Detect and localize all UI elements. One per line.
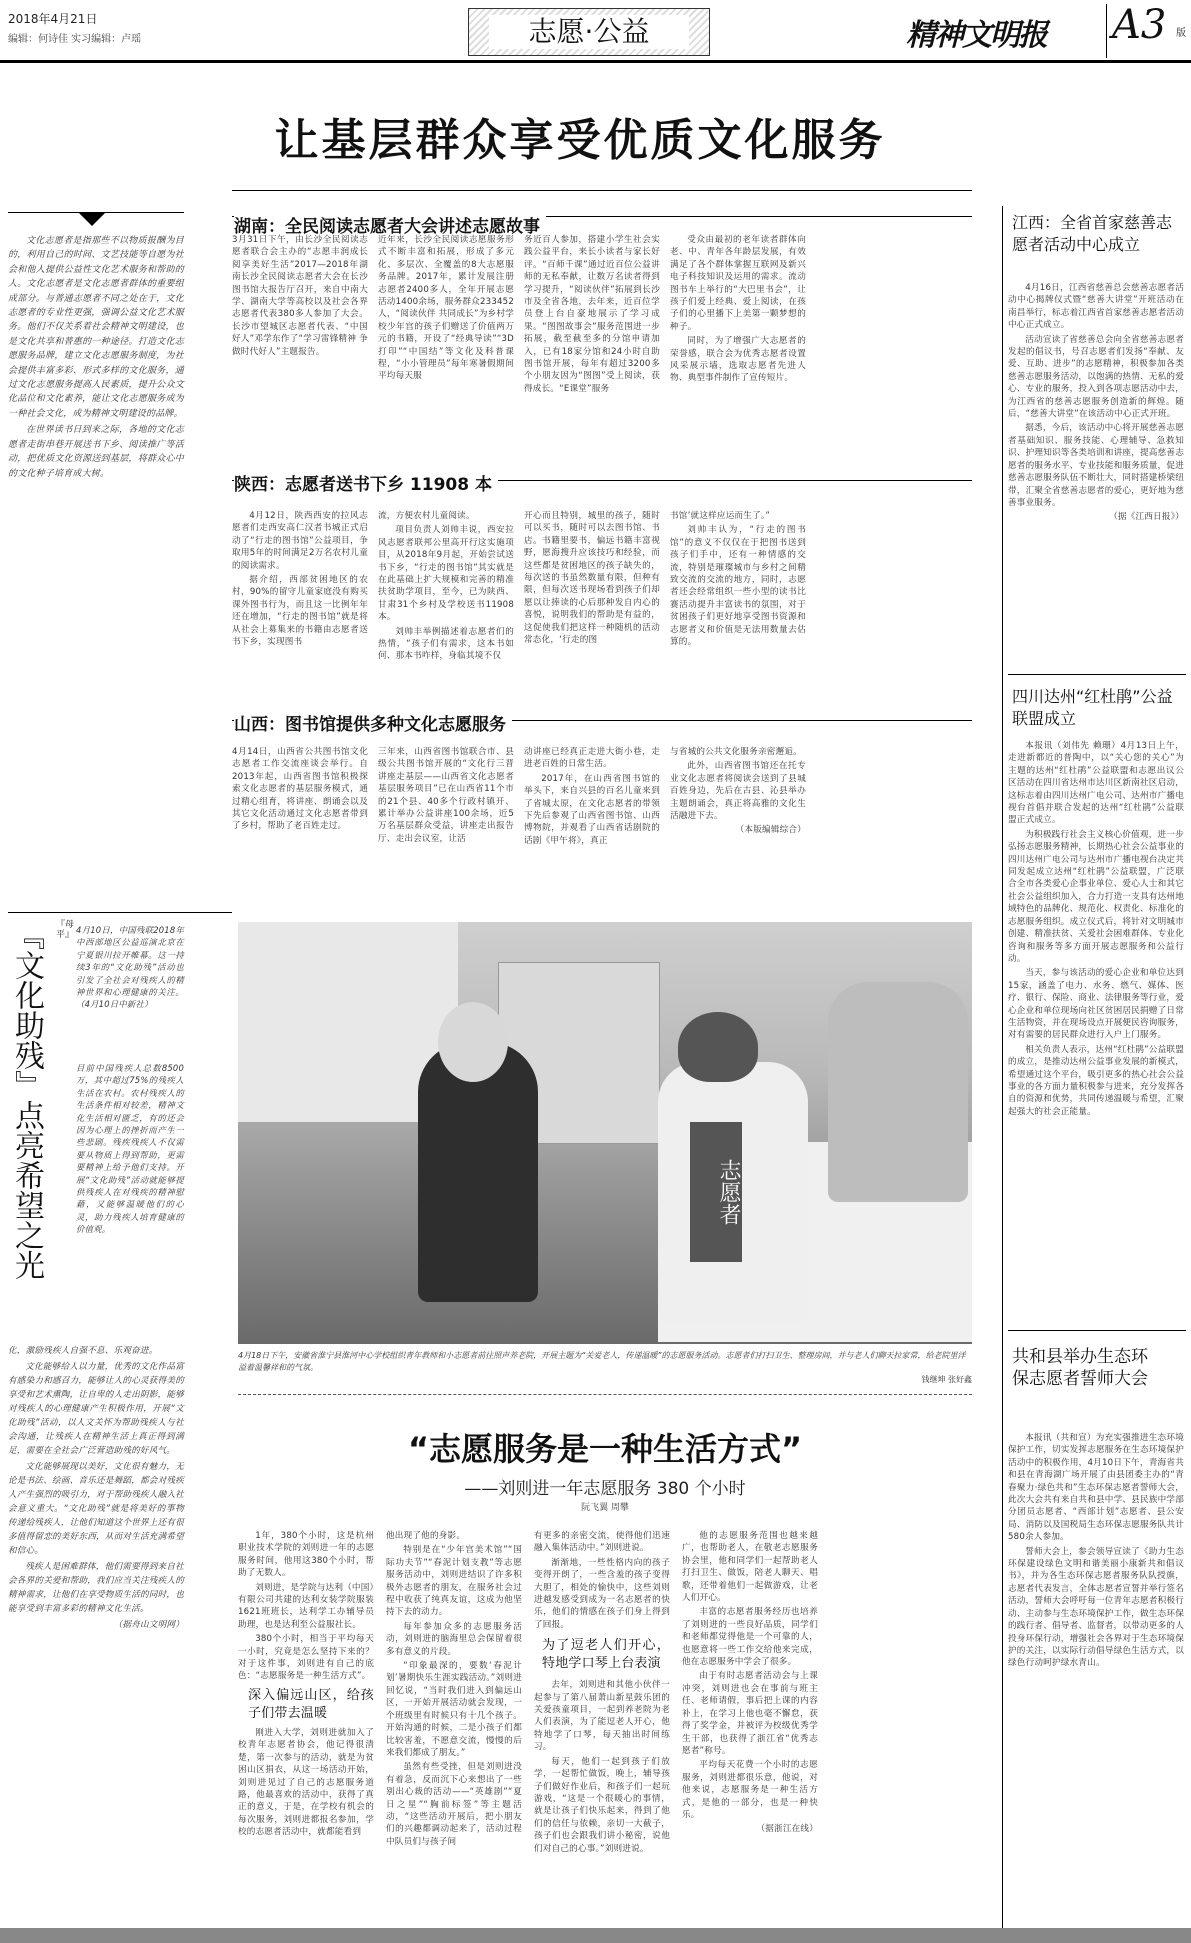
liu-p17: 平均每天花费一个小时的志愿服务，刘则进都很乐意，他说，对他来说，志愿服务是一种生活方式，是他的一部分，也是一种快乐。 [682, 1760, 818, 1820]
header-rule [0, 60, 1191, 63]
hunan-p5: 同时，为了增强广大志愿者的荣誉感，联合会为优秀志愿者设置风采展示墙，选取志愿者先进人物、典型事件制作了宣传短片。 [670, 336, 806, 384]
sichuan-article [1008, 740, 1184, 1120]
shaanxi-p5: 刘帅丰举例描述着志愿者们的热情，“孩子们有需求，这本书如何、那本书咋样，身临其境不仅 [378, 626, 514, 662]
liu-top-rule [238, 1394, 972, 1396]
main-headline: 让基层群众享受优质文化服务 [274, 115, 886, 166]
paper-masthead: 精神文明报 [906, 18, 1046, 53]
liu-p15: 丰富的志愿者服务经历也培养了刘则进的一些良好品质，同学们和老师都觉得他是一个可靠的人，也愿意将一些工作交给他来完成，他在志愿服务中学会了很多。 [682, 1607, 818, 1668]
liu-subhead-2: 为了逗老人们开心，特地学口琴上台表演 [542, 1638, 670, 1672]
page-header [0, 0, 1191, 64]
liu-p10: 有更多的亲密交流，使得他们迅速融入集体活动中。”刘则进说。 [534, 1531, 670, 1554]
photo-credit: 钱继坤 张好鑫 [921, 1375, 972, 1384]
jiangxi-article [1008, 282, 1184, 526]
disabled-body-right: 目前中国残疾人总数8500万，其中超过75%的残疾人生活在农村。农村残疾人的生活条件相对较差，精神文化生活相对匮乏，有的还会因为心理上的挫折而产生一些悲剧。残疾残疾人不仅需要从物质上得到帮助，更需要精神上给予他们支持。开展“文化助残”活动就能够提供残疾人在对残疾的精神慰藉，又能够温暖他们的心灵，助力残疾人培育健康的价值观。 [76, 1063, 184, 1235]
shaanxi-p1: 4月12日，陕西西安的拉风志愿者们走西安高仁汉者书城正式启动了“行走的图书馆”公益项目，争取用5年的时间满足2万名农村儿童的阅读需求。 [232, 511, 368, 571]
hunan-col-4 [670, 234, 806, 387]
sichuan-p2: 为积极践行社会主义核心价值观，进一步弘扬志愿服务精神，长期热心社会公益事业的四川达州广电公司与达州市广播电视台决定共同发起成立达州“红杜鹃”公益联盟，广泛联合全市各类爱心企事业单位、爱心人士和其它社会公益组织加入，合力打造一支具有达州地域特色的品牌化、规范化、权责化、标准化的志愿服务组织。成立仪式后，将针对文明城市创建、精准扶贫、关爱社会困难群体、专业化咨询和服务等多方面开展志愿服务和公益行动。 [1008, 829, 1184, 964]
hunan-col-3: 务近百人参加，搭建小学生社会实践公益平台，来长小读者与家长好评。“百师千课”通过近百位公益讲师的无私奉献，让数万名读者得到学习提升，“阅读伙伴”拓展到长沙市及全省各地，去年来，近百位学员登上台自豪地展示了学习成果。“图图故事会”服务范围进一步拓展，截至截至多的分馆申请加入，已有18家分馆和24小时自助图书馆开展，每年有超过3200多个小朋友因为“图图”受上阅读，获得成长。“E课堂”服务 [524, 235, 660, 394]
masthead-divider [1106, 4, 1107, 58]
section-banner [468, 8, 710, 56]
shaanxi-p4: 项目负责人刘帅丰说，西安拉风志愿者联邦公里高开行这实施项目，从2018年9月起，开始尝试送书下乡，“行走的图书馆”其实就是在此基础上扩大规模和完善的精准扶贫助学项目，至今，已为陕西、甘肃31个乡村及学校送书11908本。 [378, 525, 514, 623]
disabled-title: 『文化助残』点亮希望之光 [9, 920, 44, 1280]
shaanxi-col-1 [232, 510, 368, 650]
section-title: 志愿·公益 [489, 15, 689, 49]
intro-paragraph-1: 文化志愿者是指那些不以物质报酬为目的，利用自己的时间、文艺技能等自愿为社会和他人提供公益性文化艺术服务和帮助的人。文化志愿者是文化志愿者群体的重要组成部分。与普通志愿者不同之处在于，文化志愿者的专业性更强，强调公益文化艺术服务。他们不仅关系着社会精神文明建设，也是文化共享和普惠的一种途径。打造文化志愿服务品牌，建立文化志愿服务制度，为社会提供丰富多彩、形式多样的文化服务，通过文化志愿服务提高人民素质，提升公众文化品位和文化素养，能让文化志愿服务成为一种社会文化，成为精神文明建设的品牌。 [8, 236, 184, 419]
disabled-kicker: 『母平』 [56, 920, 75, 940]
liu-p16: 由于有时志愿者活动会与上课冲突，刘则进也会在事前与班主任、老师请假，事后把上课的内容补上，在学习上他也毫不懈怠，获得了奖学金，并被评为校级优秀学生干部，也获得了浙江省“优秀志愿者”称号。 [682, 1671, 818, 1756]
jiangxi-title: 江西：全省首家慈善志愿者活动中心成立 [1012, 213, 1173, 254]
sidebar-rule [1002, 206, 1003, 1941]
liu-subtitle: ——刘则进一年志愿服务 380 个小时 [464, 1479, 746, 1499]
liu-p4: 刚进入大学，刘则进就加入了校青年志愿者协会，他记得很清楚，第一次参与的活动，就是为贫困山区捐衣，从这一场活动开始，刘则进见过了自己的志愿服务道路，他最喜欢的活动中，获得了真正的意义，于是，在学校有机会的每次服务，刘则进都报名参加，学校的志愿者活动中，就都能看到 [238, 1727, 374, 1838]
shaanxi-p2: 据介绍，西部贫困地区的农村，90%的留守儿童家庭没有购买课外图书行为，而且这一比例年年还在增加，“行走的图书馆”就是将从社会上募集来的书籍由志愿者送书下乡，实现图书 [232, 575, 368, 648]
liu-subhead-1: 深入偏远山区，给孩子们带去温暖 [248, 1687, 374, 1721]
liu-p8: “印象最深的，要数‘春泥计划’暑期快乐生涯实践活动。”刘则进回忆说，“当时我们进入到偏远山区，一开始开展活动就会发现，一个班级里有时候只有十几个孩子。开始沟通的时候，二是小孩子们都比较害羞，不愿意交流，慢慢的后来我们都成了朋友。” [386, 1661, 522, 1758]
disabled-source: （据舟山文明网） [113, 1620, 184, 1630]
shaanxi-p7: 刘帅丰认为，“行走的图书馆”的意义不仅仅在于把图书送到孩子们手中，还有一种情感的交流，特别是璀璨城市与乡村之间精致交流的交流的地方，同时，志愿者还会经常组织一些小型的读书比赛活动提升丰富读书的氛围，对于贫困孩子们更好地享受图书资源和志愿者义和价值是无法用数量去估算的。 [670, 525, 806, 648]
shanxi-p4: 动讲座已经真正走进大街小巷，走进老百姓的日常生活。 [524, 747, 660, 770]
liu-col-2 [386, 1530, 522, 1850]
hunan-col-1: 3月31日下午，由长沙全民阅读志愿者联合会主办的“志愿丰润成长 阅享美好生活”2017—2018年湖南长沙全民阅读志愿者大会在长沙图书馆大报告厅召开，来自中南大学、湖南大学等高校以及社会各界志愿者代表380多人参加了大会。长沙市望城区志愿者代表、“中国好人”邓学东作了“学习雷锋精神 争做时代好人”主题报告。 [232, 235, 368, 357]
shaanxi-col-4 [670, 510, 806, 650]
liu-p12: 去年，刘则进和其他小伙伴一起参与了第八届萧山新星鼓乐团的关爱孩童项目，一起到养老院为老人们表演，为了能逗老人开心，他特地学了口琴，每天抽出时间练习。 [534, 1680, 670, 1753]
gonghe-p2: 誓师大会上，参会领导宣读了《助力生态环保建设绿色文明和谐美丽小康新共和倡议书》，并为各生态环保志愿者服务队队授旗，志愿者代表发言，全体志愿者宣誓并举行签名活动，誓师大会呼吁每一位青年志愿者积极行动、主动参与生态环境保护工作，做生态环保的践行者、倡导者、监督者，以带动更多的人投身环保行动，增强社会各界对于生态环境保护的关注，以实际行动倡导绿色生活方式，以绿色行动呵护绿水青山。 [1008, 1546, 1184, 1669]
disabled-intro: 4月10日，中国残联2018年中西部地区公益巡演北京在宁夏银川拉开帷幕。这一持续3年的“文化助残”活动也引发了全社会对残疾人的精神世界和心理健康的关注。（4月10日中新社） [76, 925, 184, 1010]
hunan-title: 湖南：全民阅读志愿者大会讲述志愿故事 [234, 212, 546, 237]
volunteer-vest-label: 志愿者 [690, 1122, 742, 1262]
page-number: A3 [1112, 2, 1167, 48]
gonghe-rule [1008, 1330, 1186, 1331]
photo-caption: 4月18日下午，安徽省淮宁县淮河中心学校组织青年教师和小志愿者前往照声养老院，开展主题为“关爱老人，传递温暖”的志愿服务活动。志愿者们打扫卫生、整理房间，并与老人们聊天拉家常，给老院里洋溢着温馨祥和的气氛。 [238, 1351, 966, 1372]
shanxi-col-3 [524, 746, 660, 849]
liu-col-3 [534, 1530, 670, 1857]
jiangxi-p1: 4月16日，江西省慈善总会慈善志愿者活动中心揭牌仪式暨“慈善大讲堂”开班活动在南昌举行，标志着江西省首家慈善志愿者活动中心正式成立。 [1008, 283, 1184, 331]
page-footer-strip [0, 1928, 1191, 1943]
intro-text [8, 234, 184, 483]
liu-byline: 阮飞翼 周攀 [581, 1503, 629, 1513]
shaanxi-p3: 流，方便农村儿童阅读。 [378, 511, 475, 521]
intro-paragraph-2: 在世界读书日到来之际，各地的文化志愿者走街串巷开展送书下乡、阅读推广等活动，把优质文化资源送到基层，将群众心中的文化种子培育成大树。 [8, 425, 184, 479]
jiangxi-p2: 活动宣读了省慈善总会向全省慈善志愿者发起的倡议书，号召志愿者们发扬“奉献、友爱、互助、进步”的志愿精神，积极参加各类慈善志愿服务活动，以饱满的热情、无私的爱心、专业的服务，投入到各项志愿活动中去，为江西省的慈善志愿服务创造新的辉煌。随后，“慈善大讲堂”在该活动中心正式开班。 [1008, 334, 1184, 420]
shanxi-source: （本版编辑综合） [735, 825, 806, 836]
sichuan-title: 四川达州“红杜鹃”公益联盟成立 [1012, 687, 1173, 728]
intro-marker-icon [78, 212, 106, 226]
jiangxi-source: （据《江西日报》） [1109, 512, 1184, 523]
disabled-p2: 文化能够给人以力量，优秀的文化作品富有感染力和感召力，能够让人的心灵获得美的享受和艺术熏陶，让自卑的人走出阴影，能够对残疾人的心理健康产生积极作用，开展“文化助残”活动，以人文关怀为帮助残疾人与社会沟通，让残疾人在精神生活上真正得到满足，需要在全社会广泛营造助残的好风气。 [8, 1362, 184, 1456]
liu-p11: 渐渐地，一些性格内向的孩子变得开朗了，一些含羞的孩子变得大胆了，相处的愉快中，这些刘则进越发感受到成为一名志愿者的快乐，他们的情感在孩子们身上得到了回报。 [534, 1557, 670, 1630]
disabled-rule [8, 912, 232, 913]
sichuan-p3: 当天，参与该活动的爱心企业和单位达到15家，涵盖了电力、水务、燃气、媒体、医疗、银行、保险、商业、法律服务等行业，爱心企业和单位现场向社区贫困居民捐赠了日常生活物资，并在现场设点开展便民咨询服务，对有需要的居民群众进行入户上门服务。 [1008, 968, 1184, 1041]
sichuan-rule [1008, 674, 1186, 675]
shaanxi-col-2 [378, 510, 514, 665]
photo-volunteer-head [678, 1012, 758, 1082]
disabled-p1: 化，激励残疾人自强不息、乐观奋进。 [8, 1346, 158, 1356]
disabled-body [8, 1344, 184, 1634]
shanxi-p6: 与省城的公共文化服务亲密邂逅。 [670, 747, 802, 757]
liu-p13: 每天，他们一起到孩子们放学，一起帮忙做饭，晚上，辅导孩子们做好作业后，和孩子们一起玩游戏，“这是一个很暖心的事情，就是让孩子们快乐起来，得到了他们的信任与依赖，亲切一大截子，孩子们也会跟我们讲小秘密，说他们对自己的心事。”刘则进说。 [534, 1756, 670, 1854]
gonghe-article [1008, 1432, 1184, 1672]
page-suffix: 版 [1176, 28, 1186, 39]
liu-p5: 他出现了他的身影。 [386, 1531, 466, 1541]
sichuan-p1: 本报讯（刘伟先 赖珊）4月13日上午，走进新都近的普陶中，以“关心您的关心”为主题的达州“红杜鹃”公益联盟和志愿出议公区活动在四川省达州市达川区新南社区启动，这标志着由四川达州广电公司、达州市广播电视台首倡并联合发起的达州“红杜鹃”公益联盟正式成立。 [1008, 741, 1184, 826]
liu-p14: 他的志愿服务范围也越来越广，也帮助老人，在敬老志愿服务协会里，他和同学们一起帮助老人打扫卫生、做饭，陪老人聊天、唱歌，还带着他们一起做游戏，让老人们开心。 [682, 1531, 818, 1604]
shanxi-col-2: 三年来，山西省图书馆联合市、县级公共图书馆开展的“文化行三晋 讲座走基层——山西省文化志愿者基层服务项目”已在山西省11个市的21个县、40多个行政村镇开、累计举办公益讲座100余场，近5万名基层群众受益，讲座走出报告厅、走出会议室，让活 [378, 747, 514, 844]
hunan-p4: 受众由最初的老年读者群体向老、中、青年各年龄层发展，有效满足了各个群体掌握互联网及新兴电子科技知识及运用的需求。流动图书车上举行的“大巴里书会”，让孩子们爱上经典、爱上阅读，在孩子们的心里播下上美第一颗梦想的种子。 [670, 235, 806, 332]
editor-credit: 编辑：何诗佳 实习编辑：卢瑶 [8, 34, 142, 45]
liu-p3: 380个小时，相当于平均每天一小时，究竟是怎么坚持下来的？对于这件事，刘则进有自己的底色：“志愿服务是一种生活方式”。 [238, 1634, 374, 1682]
news-photo [238, 922, 972, 1344]
photo-elder-head [438, 1002, 508, 1082]
disabled-p4: 残疾人是困难群体，他们需要得到来自社会各界的关爱和帮助，我们应当关注残疾人的精神需求，让他们在享受物质生活的同时，也能享受到丰富多彩的精神文化生活。 [8, 1562, 184, 1614]
liu-p2: 刘则进，是学院与达利（中国）有限公司共建的达利女装学院服装1621班班长，达利学工办辅导员助理，也是达利至公益服社长。 [238, 1582, 375, 1630]
headline-rule [232, 190, 972, 191]
liu-p7: 每年参加众多的志愿服务活动，刘则进的脑海里总会保留着很多有意义的片段。 [386, 1621, 522, 1657]
shanxi-col-4 [670, 746, 806, 839]
liu-col-4 [682, 1530, 818, 1838]
shanxi-col-1: 4月14日，山西省公共图书馆文化志愿者工作交流座谈会举行。自2013年起，山西省图书馆积极探索文化志愿者的基层服务模式，通过精心组育，将讲座、朗诵会以及其它文化活动通过文化志愿者带到了乡村，帮助了老百姓走过。 [232, 747, 368, 832]
issue-date: 2018年4月21日 [8, 12, 98, 26]
disabled-p3: 文化能够展现以美好，文化很有魅力，无论是书法、绘画、音乐还是舞蹈，都会对残疾人产生强烈的吸引力，对于帮助残疾人融入社会意义重大。“文化助残”就是将美好的事物传递给残疾人，让他们知道这个世界上还有很多值得留恋的美好东西，从而对生活充满希望和信心。 [8, 1462, 184, 1556]
shanxi-title: 山西：图书馆提供多种文化志愿服务 [234, 710, 512, 735]
shanxi-p5: 2017年，在山西省图书馆的举头下，来自兴县的百名儿童来到了省城太原，在文化志愿者的带领下先后参观了山西省图书馆、山西博物院，并观看了山西省话剧院的话剧《甲午将》，真正 [524, 773, 660, 846]
shaanxi-p6: 书馆’就这样应运而生了。” [670, 511, 771, 521]
liu-p9: 虽然有些受挫，但是刘则进没有着急，反而沉下心来想出了一些别出心裁的活动——“英雄剧”“夏日之星”“胸前标签”等主题活动，“这些活动开展后，把小朋友们的兴趣都调动起来了，活动过程中队员们与孩子间 [386, 1762, 522, 1847]
shanxi-p7: 此外，山西省图书馆还在托专业文化志愿者将阅读会送到了县城百姓身边，先后在古县、沁县举办主题朗诵会，真正将高雅的文化生活融进下去。 [670, 761, 806, 822]
shaanxi-col-3: 开心而且特别，城里的孩子，随时可以买书，随时可以去图书馆、书店。书籍里要书，偏远书籍丰富视野，愿海搜升应该技巧和经验，而这些都是贫困地区的孩子缺失的，每次送的书虽然数量有限，但种有限，但每次送书现场看到孩子们却愿以让捧读的心后那种发自内心的喜悦，说明我们的帮助是有益的，这促使我们把这样一种随机的活动常态化，‘行走的图 [524, 511, 660, 646]
hunan-col-2: 近年来，长沙全民阅读志愿服务形式不断丰富和拓展，形成了多元化、多层次、全覆盖的8大志愿服务品牌。2017年，累计发展注册志愿者2400多人，全年开展志愿活动1400余场，服务群众233452人，“阅读伙伴 共同成长”为乡村学校少年宫的孩子们赠送了价值两万元的书籍，开设了“经典导读”“3D打印”“中国结”等文化及科普课程，“小小管理员”每年寒暑假期间平均每天服 [378, 235, 514, 382]
liu-col-1 [238, 1530, 374, 1841]
photo-volunteer-2 [828, 982, 968, 1202]
liu-p1: 1年，380个小时，这是杭州职业技术学院的刘则进一年的志愿服务时间，他用这380个小时，帮助了无数人。 [238, 1531, 374, 1579]
liu-source: （据浙江在线） [756, 1824, 818, 1835]
shaanxi-title: 陕西：志愿者送书下乡 11908 本 [234, 470, 498, 495]
gonghe-p1: 本报讯（共和宣）为充实强推进生态环境保护工作，切实发挥志愿服务在生态环境保护活动中的积极作用，4月10日下午，青海省共和县在青海湖广场开展了由县团委主办的“青春聚力·绿色共和”生态环保志愿者誓师大会，此次大会共有来自共和县中学、县民族中学部分团员志愿者、“西部计划”志愿者、县公安局、消防以及国税局生态环保志愿服务队共计580余人参加。 [1008, 1433, 1184, 1543]
liu-title: “志愿服务是一种生活方式” [407, 1430, 803, 1468]
sichuan-p4: 相关负责人表示，达州“红杜鹃”公益联盟的成立，是推动达州公益事业发展的新模式，希望通过这个平台，吸引更多的热心社会公益事业的各方面力量积极参与进来，充分发挥各自的资源和优势，共同传递温暖与希望，汇聚起强大的社会正能量。 [1008, 1044, 1184, 1117]
liu-p6: 特别是在“少年宫美术馆”“国际功夫节”“春泥计划支教”等志愿服务活动中，刘则进结识了许多积极外志愿者的朋友，在服务社会过程中收获了纯真友谊，这成为他坚持下去的动力。 [386, 1545, 522, 1618]
jiangxi-p3: 据悉，今后，该活动中心将开展慈善志愿者基础知识、服务技能、心理辅导、急救知识、护理知识等各类培训和讲座，提高慈善志愿者的服务水平、专业技能和服务质量，促进慈善志愿服务队伍不断壮大，同时搭建桥梁纽带，汇聚全省慈善志愿者的爱心，更好地为慈善事业服务。 [1008, 423, 1184, 508]
gonghe-title: 共和县举办生态环保志愿者誓师大会 [1012, 1347, 1148, 1389]
